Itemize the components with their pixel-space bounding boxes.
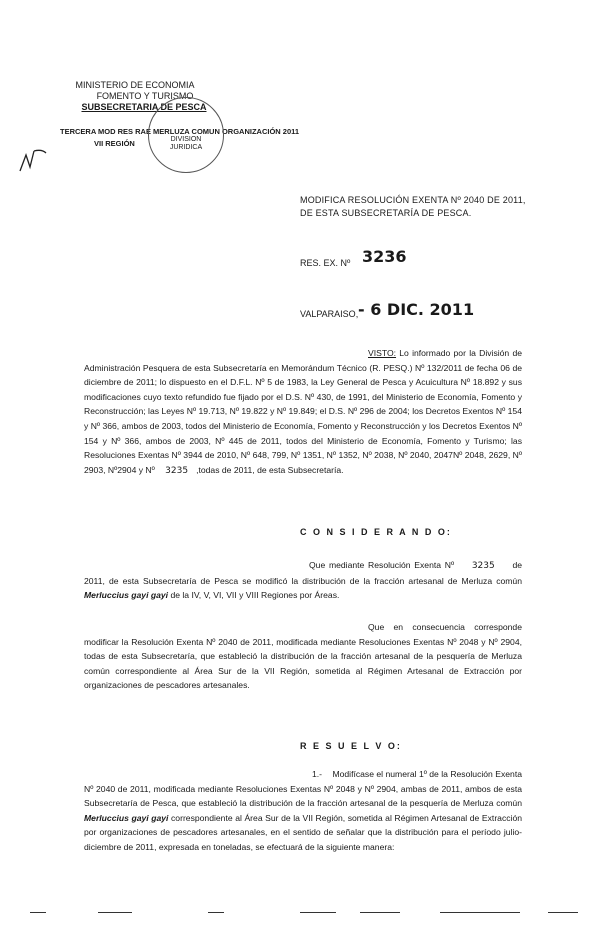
considerando-p1-text-b: de 2011, de esta Subsecretaría de Pesca se modificó la distribución de la fracción artesanal de Merluza común (84, 560, 522, 586)
visto-text: Lo informado por la División de Administración Pesquera de esta Subsecretaría en Memorándum Técnico (R. PESQ.) Nº 132/2011 de fecha 06 de diciembre de 2011; lo dispuesto en el D.F.L. Nº 5 de 1983, la Ley General de Pesca y Acuicultura Nº 18.892 y sus modificaciones cuyo texto refundido fue fijado por el D.S. Nº 430, de 1991, del Ministerio de Economía, Fomento y Reconstrucción; las Leyes Nº 19.713, Nº 19.822 y Nº 19.849; el D.S. Nº 296 de 2004; los Decretos Exentos Nº 154 y Nº 366, ambos de 2003, todos del Ministerio de Economía, Fomento y Reconstrucción y los Decretos Exentos Nº 154 y Nº 366, ambos de 2003, Nº 445 de 2011, todos del Ministerio de Economía, Fomento y Turismo; las Resoluciones Exentas Nº 3944 de 2010, Nº 648, 799, Nº 1351, Nº 1352, Nº 2038, Nº 2040, 2047Nº 2048, 2629, Nº 2903, Nº2904 y Nº (84, 348, 523, 475)
visto-label: VISTO: (368, 348, 397, 358)
considerando-p1-text-c: de la IV, V, VI, VII y VIII Regiones por Áreas. (170, 590, 340, 601)
footer-mark-4 (300, 912, 336, 913)
region-line: VII REGIÓN (94, 139, 135, 148)
document-title (300, 195, 526, 218)
considerando-p1-text-a: Que mediante Resolución Exenta Nº (309, 560, 455, 570)
footer-mark-7 (548, 912, 578, 913)
date-stamp: - 6 DIC. 2011 (358, 300, 475, 319)
resuelvo-p1-text-a: Modifícase el numeral 1º de la Resolución Exenta Nº 2040 de 2011, modificada mediante Resoluciones Exentas Nº 2048 y Nº 2904, ambas de 2011, ambos de esta Subsecretaría de Pesca, que estableció la distribución de la fracción artesanal de la pesquería de Merluza común (84, 769, 522, 809)
initials-signature (16, 143, 56, 175)
ministry-line2: FOMENTO Y TURISMO (96, 91, 194, 101)
footer-mark-1 (30, 912, 46, 913)
res-label: RES. EX. Nº (300, 258, 351, 268)
visto-text-end: ,todas de 2011, de esta Subsecretaría. (196, 464, 344, 475)
considerando-handwritten-number: 3235 (471, 561, 495, 571)
resuelvo-heading: R E S U E L V O: (300, 741, 402, 751)
ministry-line3: SUBSECRETARIA DE PESCA (81, 102, 207, 112)
footer-mark-3 (208, 912, 224, 913)
resuelvo-item-number: 1.- (312, 769, 323, 779)
footer-mark-2 (98, 912, 132, 913)
reference-line: TERCERA MOD RES RAE MERLUZA COMUN ORGANIZACIÓN 2011 (60, 127, 300, 136)
title-line2: DE ESTA SUBSECRETARÍA DE PESCA. (300, 208, 472, 218)
title-line1: MODIFICA RESOLUCIÓN EXENTA Nº 2040 DE 2011, (300, 195, 526, 205)
considerando-paragraph-2: Que en consecuencia corresponde modificar la Resolución Exenta Nº 2040 de 2011, modificada mediante Resoluciones Exentas Nº 2048 y Nº 2904, todas de esta Subsecretaría, que estableció la distribución de la fracción artesanal de la pesquería de Merluza común correspondiente al Área Sur de la VII Región, sometida al Régimen Artesanal de Extracción por organizaciones de pescadores artesanales. (84, 622, 522, 691)
division-stamp (148, 97, 224, 173)
ministry-line1: MINISTERIO DE ECONOMIA (75, 80, 195, 90)
visto-paragraph (84, 346, 522, 478)
considerando-heading: C O N S I D E R A N D O: (300, 527, 452, 537)
footer-mark-6 (440, 912, 520, 913)
resuelvo-p1-text-b: correspondiente al Área Sur de la VII Región, sometida al Régimen Artesanal de Extracción por organizaciones de pescadores artesanales, en el sentido de señalar que la distribución para el período julio-diciembre de 2011, expresada en toneladas, se efectuará de la siguiente manera: (84, 812, 523, 852)
resuelvo-species-name: Merluccius gayi gayi (84, 812, 169, 823)
res-number: 3236 (362, 247, 407, 266)
stamp-text: DIVISION JURIDICA (169, 136, 203, 151)
considerando-paragraph-1 (84, 558, 522, 603)
visto-handwritten-number: 3235 (165, 465, 189, 476)
resuelvo-paragraph-1 (84, 767, 522, 855)
date-place: VALPARAISO, (300, 309, 359, 319)
species-name: Merluccius gayi gayi (84, 590, 169, 601)
footer-mark-5 (360, 912, 400, 913)
